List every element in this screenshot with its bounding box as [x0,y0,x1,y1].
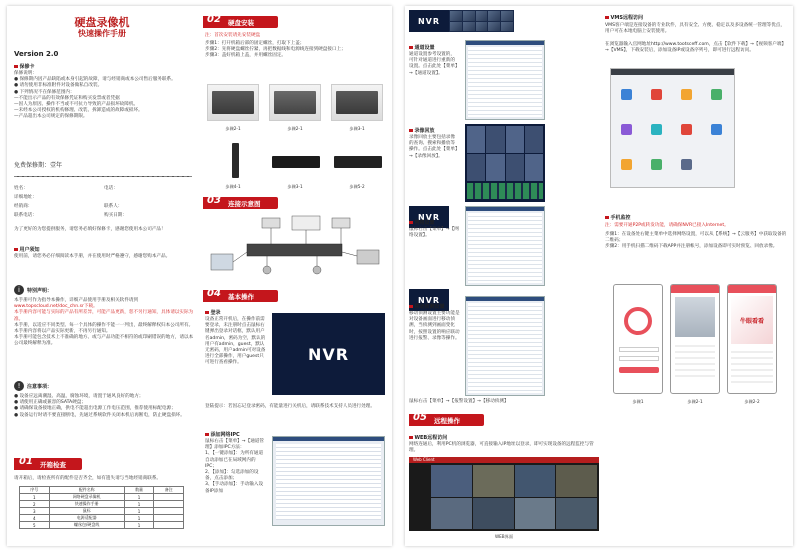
web-client-window [409,457,599,531]
network-heading: 网络设置 [409,219,435,226]
nvr-tile: NVR [409,289,449,311]
login-heading: 登录 [205,309,221,316]
add-ipc-step: 3、【手动添加】：手动输入设备IP添加 [205,482,264,494]
mobile-step: 步骤1：在设备处右键主菜单中选择网络设置，可以从【系统】→【云服务】中获取设备的二维码； [605,232,787,244]
playback-text: 录像回放主要包括录像的查询、搜索和播放等操作。点击此处【菜单】→【录像回放】。 [409,135,458,159]
table-row: 2 快速操作手册 1 [20,501,184,508]
vms-download: 在浏览器输入官网地址http://www.tootsceff.com，点击【软件下载】→【视频客户端】→【VMS】，下载安装后，添加设备IP或设备序列号，即可进行远程访问。 [605,42,787,54]
form-label-name: 姓名： [14,186,28,191]
phone-caption: 步骤2-1 [687,399,703,404]
section-03-title: 连接示意图 [228,200,261,208]
nvr-login-screen: NVR [272,313,385,395]
hdd-photo-4 [232,143,239,178]
app-icon[interactable] [681,124,692,135]
manual-subtitle: 快速操作手册 [78,29,126,38]
login-extra: 登陆提示：若因忘记登录密码，有能量进行关机后，请联系技术支持人员进行处理。 [205,404,375,409]
form-label-phone: 电话： [104,186,118,191]
free-warranty-period: 免费保修期：壹年 [14,162,63,169]
app-icon[interactable] [681,159,692,170]
photo-caption: 步骤5-2 [349,184,365,189]
caution-line: ● 请确保设备接地正确，供电不能超出电源工作电压范围，推荐使用标配电源； [14,406,176,412]
mobile-step: 步骤2：用手机扫描二维码下载APP并注册帐号，添加设备即可实时预览、回放录像。 [605,244,778,250]
photo-caption: 步骤4-1 [225,184,241,189]
version-label: Version 2.0 [14,50,59,58]
caution-line: ● 请使用正确或兼容的SATA硬盘； [14,400,86,406]
right-sheet [405,6,793,546]
hdd-step: 步骤2：先将硬盘螺丝拧紧，再把数据线和电源线连接到硬盘接口上； [205,47,346,53]
phone-screen-1 [613,284,663,394]
user-notice-heading: 用户须知 [14,246,40,253]
declaration-line: 本手册内容可能与实际的产品有所差异，可能产品更新，恕不另行通知，具体请以实际为准。 [14,310,194,322]
caution-line: ● 设备应远离潮湿、高温、腐蚀环境，请置于通风良好的地方； [14,394,144,399]
phone-screen-2 [670,284,720,394]
vms-text: VMS客户端是连接设备的专业软件，具有安全、方便、稳定以及多设备统一管理等优点，用户可在本地电脑上安装使用。 [605,23,785,35]
section-05-number: 05 [413,412,427,423]
web-text: 网络连通后，利用PC机的浏览器，可直接输入IP地址以登录，即可实现设备的远程监控与管理。 [409,442,594,454]
nvr-tile: NVR [409,10,449,32]
channel-heading: 通道设置 [409,44,435,51]
motion-heading: 移动侦测设置 [409,303,445,310]
table-row: 3 鼠标 1 [20,508,184,515]
mobile-steps [605,232,789,251]
warranty-heading: 保修卡 [14,63,35,70]
hdd-step: 步骤1：打开机箱后部的固定螺丝，打取下上盖； [205,41,305,46]
manual-title: 硬盘录像机 [74,16,130,29]
table-header: 备注 [154,487,184,494]
hdd-photo-2 [269,84,321,121]
photo-caption: 步骤2-1 [225,126,241,131]
nvr-preview-grid [449,10,514,32]
form-label-dealer: 经销商： [14,204,33,209]
app-icon[interactable] [651,124,662,135]
motion-settings-window [465,296,545,396]
caution-heading: 注意事项： [27,384,53,390]
section-02-title: 硬盘安装 [228,19,254,27]
web-heading: WEB远程访问 [409,434,447,441]
web-caption: WEB界面 [494,534,514,539]
warranty-form [14,186,194,222]
warranty-line: ● 下列情况不在保修范围内： [14,89,75,95]
section-01-title: 开箱检查 [40,461,66,469]
app-icon[interactable] [651,89,662,100]
declaration-heading: 特别声明： [27,288,53,294]
app-icon[interactable] [621,89,632,100]
add-ipc-intro: 鼠标右击【菜单】→【通道管理】添加IPC方法： [205,439,264,451]
warranty-line: —不能出示产品的有效保修凭证和购买发票或者凭据 [14,95,120,101]
warranty-line: —因人为原因、操作不当或不可抗力导致的产品损坏故障机。 [14,102,139,108]
table-row: 1 网络硬盘录像机 1 [20,494,184,501]
declaration-line: 本手册，以适应不同类型。每一个具体的操作不能一一列出，最终解释权归本公司所有。 [14,322,194,328]
photo-caption: 步骤2-1 [287,126,303,131]
warranty-line: 保修说明： [14,71,37,76]
left-sheet [7,6,392,546]
playback-window [465,124,545,202]
caution-line: ● 设备运行时请不要直接断电，先通过系统软件关闭本机后再断电，防止硬盘损坏。 [14,412,185,418]
app-icon[interactable] [651,159,662,170]
warranty-text [14,71,194,121]
table-header: 数量 [124,487,154,494]
network-text: 鼠标右击【菜单】→【网络设置】。 [409,227,459,239]
declaration-line: 本手册可能包含技术上不准确的地方、或与产品功能不相符的或印刷错误的地方，请以本公司最终解释为准。 [14,335,194,347]
hdd-photo-6 [334,156,382,168]
motion-text: 移动侦测设置主要功能是对设备画面进行移动侦测，当侦测到画面变化时，按照设置的响应联动进行报警、录像等操作。 [409,311,460,341]
section-02-number: 02 [207,14,221,25]
warranty-line: —未经本公司授权的机构修理、改装、拆卸造成的故障或损坏。 [14,108,143,114]
add-ipc-step: 2、【添加】：勾选添加的设备，点击添加； [205,470,259,482]
unboxing-text: 请开箱后，请检查所有的配件是否齐全，如有遗失请与当地经销商联系。 [14,476,162,481]
warranty-note: 为了更好的为您提供服务，请您务必填好保修卡，感谢您使用本公司产品！ [14,227,166,232]
channel-settings-window [465,40,545,120]
app-icon[interactable] [711,124,722,135]
section-04-title: 基本操作 [228,293,254,301]
form-label-contact: 联系人： [104,204,123,209]
accessory-table [19,486,184,529]
declaration-text [14,298,194,348]
hdd-steps [205,41,387,60]
photo-caption: 步骤3-1 [349,126,365,131]
form-label-purchase-date: 购买日期： [104,213,127,218]
table-header: 配件名称 [49,487,124,494]
form-label-address: 详细地址： [14,195,37,200]
mobile-heading: 手机监控 [605,214,631,221]
table-row: 4 电源适配器 1 [20,515,184,522]
hdd-photo-3 [331,84,383,121]
hdd-photo-1 [207,84,259,121]
web-client-title: Web Client [409,457,599,463]
section-03-number: 03 [207,195,221,206]
playback-heading: 录像回放 [409,127,435,134]
hdd-note: 注：首次安装请先安装硬盘 [205,33,261,38]
motion-footer: 鼠标右击【菜单】→【报警设置】→【移动侦测】 [409,399,509,404]
app-icon[interactable] [711,89,722,100]
hdd-photo-5 [272,156,320,168]
add-ipc-step: 1、【一键添加】：为所有通道自动添加已在局域网内的IPC； [205,451,264,469]
table-header: 序号 [20,487,50,494]
declaration-line: 本手册可作为指导本操作，详细产品使用手册及相关软件请到 [14,298,139,303]
connection-diagram [207,214,385,280]
mobile-note: 注：需要开通P2P或转发功能，请确保NVR已接入Internet。 [605,223,729,228]
login-text: 设备正常开机后，在操作前需要登录，未注册时点击鼠标右键弹出登录对话框，默认用户名admin，密码为空，默认的用户有admin，guest，默认无密码，用户admin可对设备进行全部操作，用户guest只可进行查看操作。 [205,317,266,366]
section-05-title: 远程操作 [434,417,460,425]
phone-caption: 步骤2-2 [744,399,760,404]
nvr-tile: NVR [409,206,449,228]
vms-client-window [610,68,735,188]
add-ipc-heading: 添加网络IPC [205,431,240,438]
network-settings-window [465,206,545,286]
app-icon[interactable] [621,124,632,135]
warranty-line: ● 保修期内因产品缺陷或本身引起的故障，请与经销商或本公司售后服务联系。 [14,77,176,83]
declaration-link[interactable]: www.topscloud.net/doc_chn.sr下载。 [14,304,98,310]
app-banner: 牛眼看看 [731,296,773,344]
phone-caption: 步骤1 [632,399,644,404]
declaration-line: 本手册内容将以产品实际更新，不再另行通知。 [14,329,111,335]
add-ipc-text [205,439,267,495]
app-icon[interactable] [681,89,692,100]
section-04-number: 04 [207,288,221,299]
warning-icon: ! [14,381,24,391]
warranty-line: ● 请勿使用非标准附件对设备做私自改装。 [14,83,103,89]
hdd-step: 步骤3：盖好机箱上盖，并用螺丝固定。 [205,53,287,59]
info-icon: i [14,285,24,295]
section-01-number: 01 [19,456,33,467]
user-notice-text: 使用前，请您务必仔细阅读本手册，并在使用时严格遵守，感谢您购本产品。 [14,254,171,259]
vms-heading: VMS远程访问 [605,14,643,21]
channel-text: 通道设置参考设置的，可针对通道进行重新的设置。点击此处【菜单】→【通道设置】。 [409,52,458,76]
table-row: 5 螺丝包/硬盘线 1 [20,522,184,529]
ipc-channel-window [272,436,385,526]
caution-text [14,394,194,419]
warranty-line: —产品超出本公司规定的保修期限。 [14,114,88,120]
form-label-contact-phone: 联系电话： [14,213,37,218]
app-icon[interactable] [621,159,632,170]
photo-caption: 步骤3-1 [287,184,303,189]
phone-screen-3 [727,284,777,394]
